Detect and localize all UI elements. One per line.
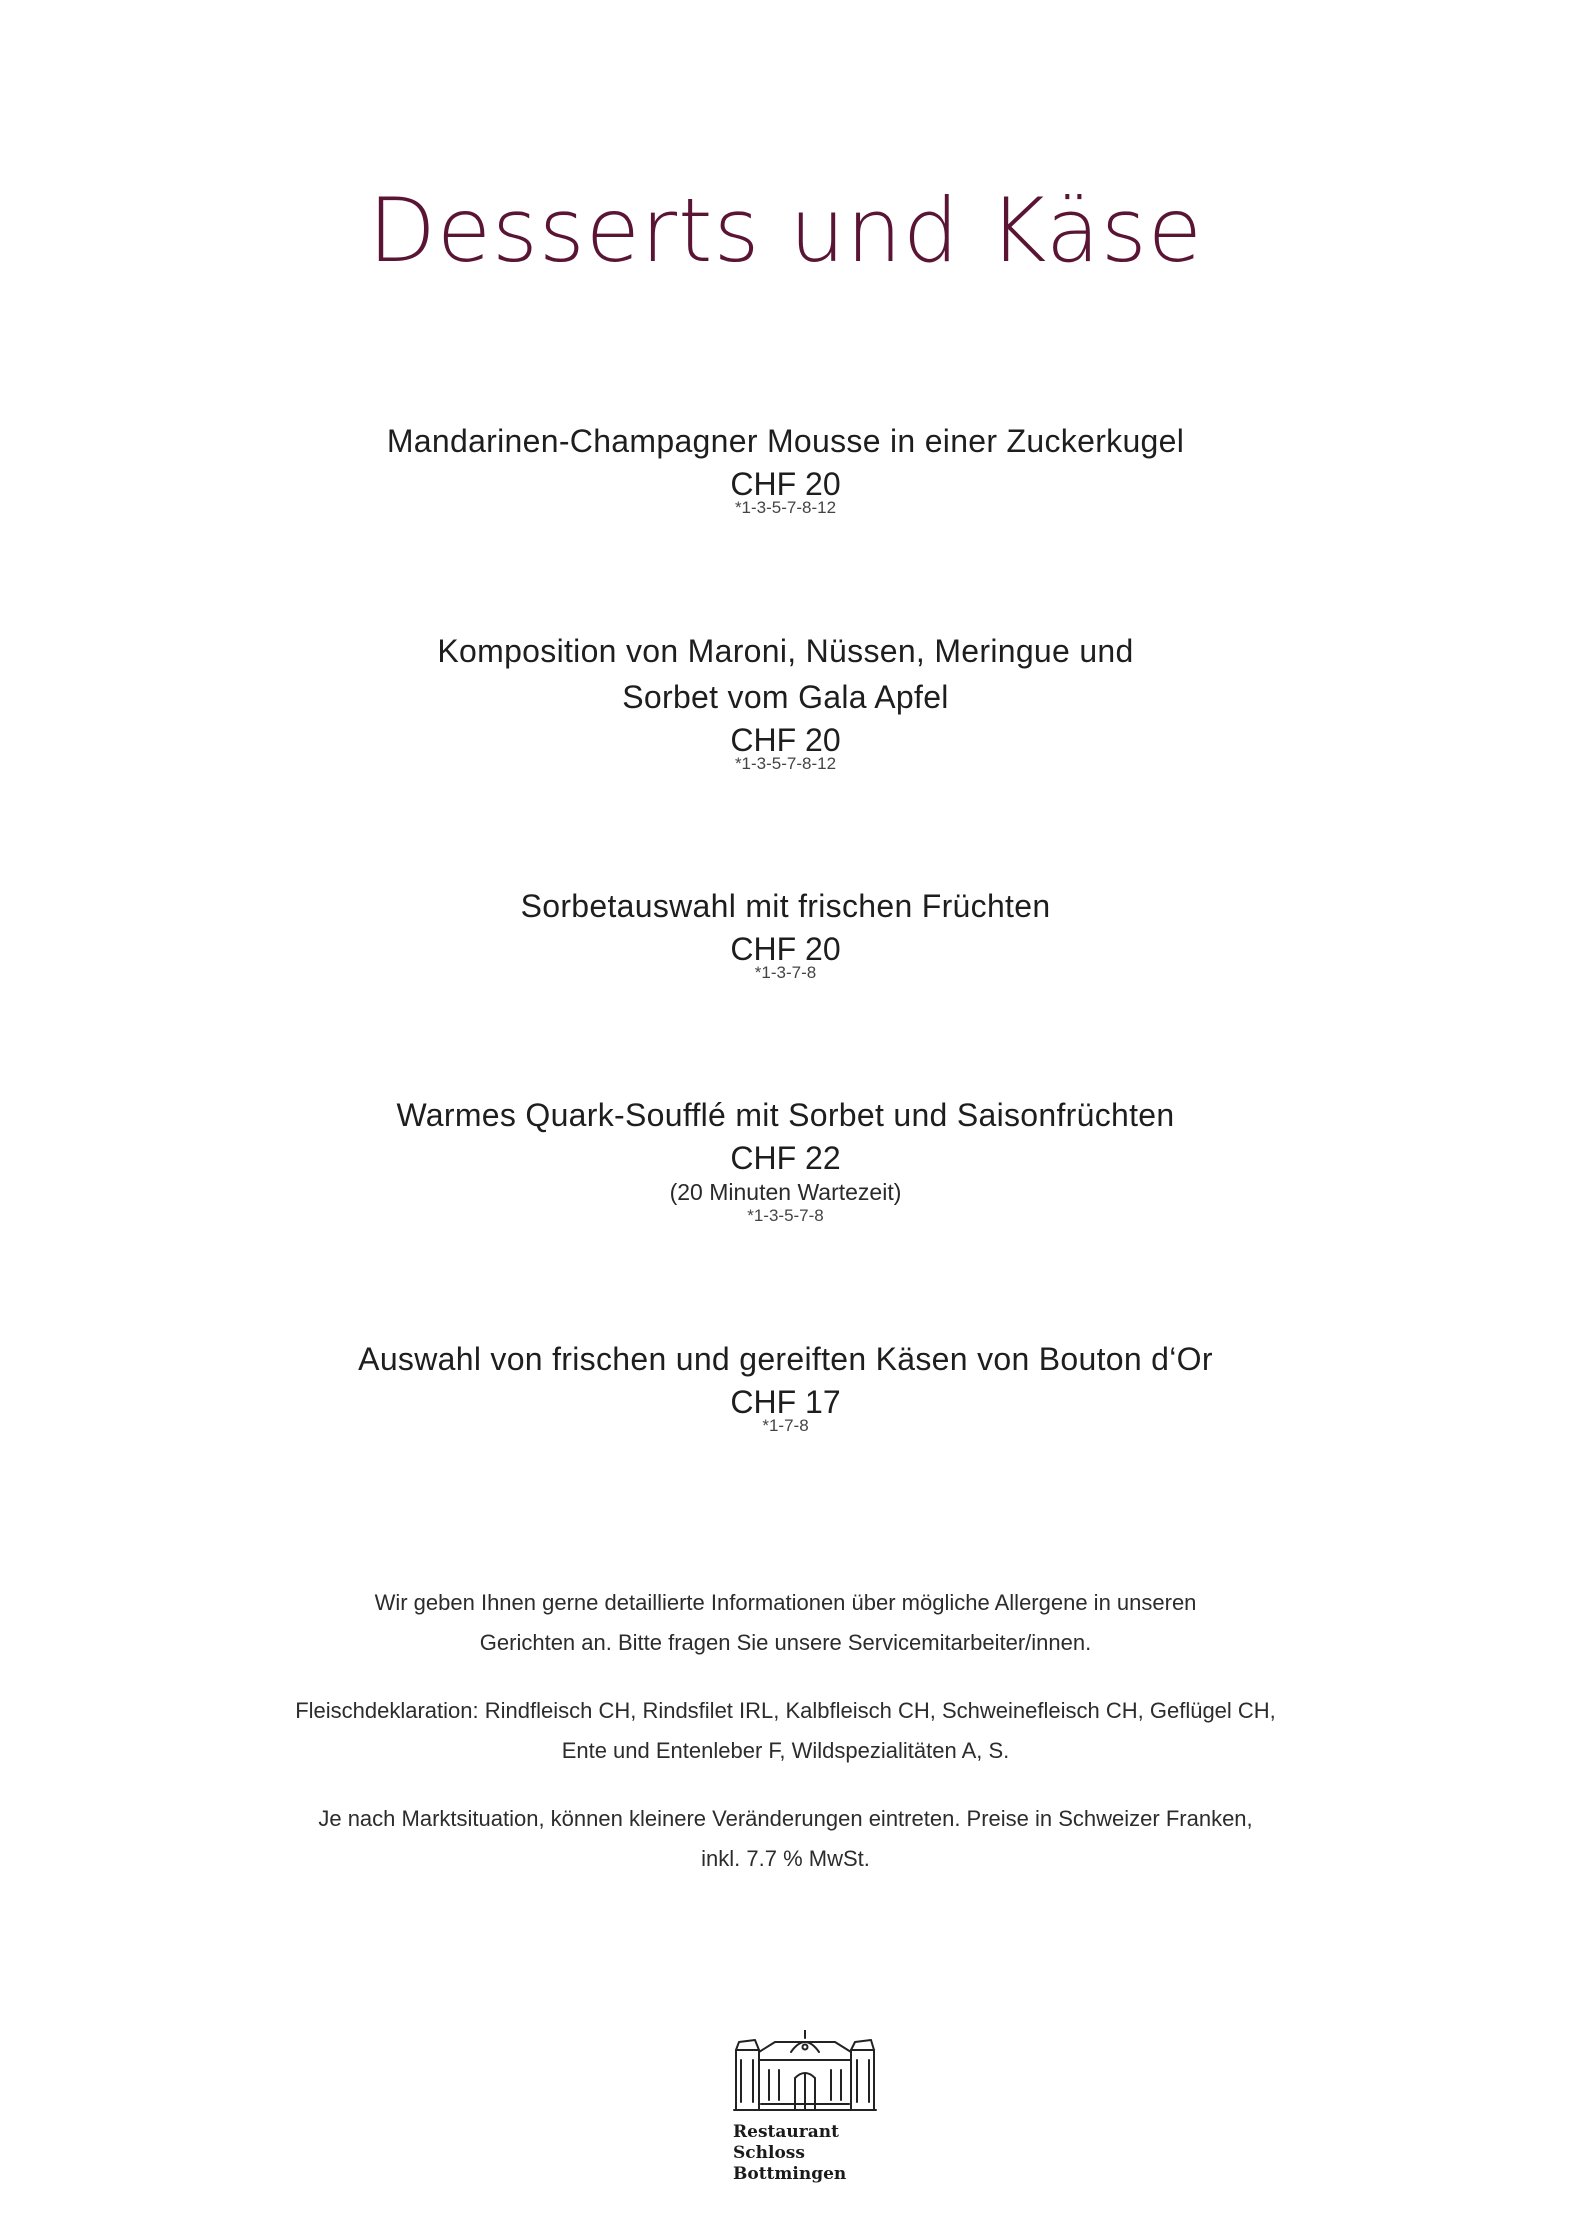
dish-price: CHF 20 <box>730 466 841 502</box>
dish-price: CHF 17 <box>730 1384 841 1420</box>
logo-line: Schloss <box>733 2143 805 2163</box>
dish-item <box>0 628 1571 774</box>
dish-item <box>0 883 1571 983</box>
castle-icon <box>733 2030 877 2114</box>
dish-name: Mandarinen-Champagner Mousse in einer Zuckerkugel <box>386 423 1185 459</box>
dish-item <box>0 1092 1571 1226</box>
dish-item <box>0 1336 1571 1436</box>
price-info-line: inkl. 7.7 % MwSt. <box>701 1846 870 1871</box>
meat-declaration-line: Fleischdeklaration: Rindfleisch CH, Rindsfilet IRL, Kalbfleisch CH, Schweinefleisch CH, Geflügel CH, <box>295 1698 1276 1723</box>
dish-note: (20 Minuten Wartezeit) <box>669 1179 902 1205</box>
meat-declaration-line: Ente und Entenleber F, Wildspezialitäten A, S. <box>561 1738 1010 1763</box>
restaurant-logo <box>733 2030 883 2190</box>
meat-declaration <box>0 1691 1571 1771</box>
allergen-info-line: Wir geben Ihnen gerne detaillierte Informationen über mögliche Allergene in unseren <box>374 1590 1197 1615</box>
dish-name: Auswahl von frischen und gereiften Käsen von Bouton d‘Or <box>358 1341 1213 1377</box>
allergen-info-line: Gerichten an. Bitte fragen Sie unsere Servicemitarbeiter/innen. <box>479 1630 1092 1655</box>
dish-price: CHF 20 <box>730 931 841 967</box>
price-info-line: Je nach Marktsituation, können kleinere Veränderungen eintreten. Preise in Schweizer Franken, <box>318 1806 1253 1831</box>
page-title: Desserts und Käse <box>368 179 1203 282</box>
footer-notes <box>0 1583 1571 1907</box>
dish-item <box>0 418 1571 518</box>
logo-line: Restaurant <box>733 2122 839 2142</box>
dish-name-continued: Sorbet vom Gala Apfel <box>622 679 949 715</box>
price-info <box>0 1799 1571 1879</box>
dish-price: CHF 22 <box>730 1140 841 1176</box>
dish-name: Warmes Quark-Soufflé mit Sorbet und Saisonfrüchten <box>396 1097 1175 1133</box>
dish-price: CHF 20 <box>730 722 841 758</box>
dish-allergens: *1-3-7-8 <box>754 963 817 982</box>
logo-line: Bottmingen <box>733 2164 847 2184</box>
dish-name: Komposition von Maroni, Nüssen, Meringue und <box>437 633 1134 669</box>
dish-allergens: *1-3-5-7-8 <box>747 1206 824 1225</box>
dish-name: Sorbetauswahl mit frischen Früchten <box>520 888 1051 924</box>
dish-allergens: *1-3-5-7-8-12 <box>734 754 837 773</box>
dish-allergens: *1-3-5-7-8-12 <box>734 498 837 517</box>
dish-allergens: *1-7-8 <box>762 1416 809 1435</box>
logo-wordmark <box>733 2122 883 2185</box>
allergen-info <box>0 1583 1571 1663</box>
